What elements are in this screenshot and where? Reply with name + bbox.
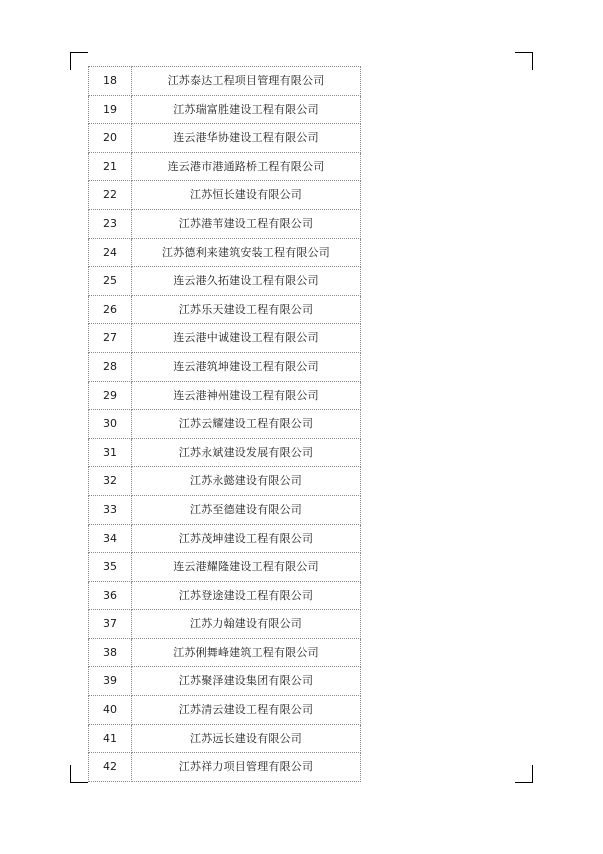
table-row (89, 124, 361, 153)
row-company-name: 连云港久拓建设工程有限公司 (132, 267, 361, 296)
row-company-name: 江苏德利来建筑安装工程有限公司 (132, 238, 361, 267)
crop-mark-top-right (515, 52, 533, 70)
row-company-name: 江苏茂坤建设工程有限公司 (132, 524, 361, 553)
row-company-name: 江苏港苇建设工程有限公司 (132, 209, 361, 238)
row-number: 28 (89, 352, 132, 381)
table-row (89, 638, 361, 667)
row-number: 32 (89, 467, 132, 496)
table-row (89, 467, 361, 496)
row-company-name: 连云港市港通路桥工程有限公司 (132, 152, 361, 181)
table-row (89, 724, 361, 753)
row-number: 34 (89, 524, 132, 553)
row-number: 18 (89, 67, 132, 96)
row-company-name: 江苏聚泽建设集团有限公司 (132, 667, 361, 696)
row-number: 26 (89, 295, 132, 324)
row-number: 40 (89, 696, 132, 725)
table-row (89, 495, 361, 524)
table-row (89, 295, 361, 324)
row-number: 24 (89, 238, 132, 267)
table-row (89, 324, 361, 353)
table-row (89, 152, 361, 181)
table-row (89, 381, 361, 410)
row-number: 20 (89, 124, 132, 153)
table-row (89, 696, 361, 725)
row-company-name: 江苏乐天建设工程有限公司 (132, 295, 361, 324)
row-number: 19 (89, 95, 132, 124)
row-number: 25 (89, 267, 132, 296)
company-list-table-wrapper (88, 66, 358, 782)
crop-mark-top-left (70, 52, 88, 70)
row-number: 41 (89, 724, 132, 753)
row-number: 22 (89, 181, 132, 210)
row-company-name: 江苏俐舞峰建筑工程有限公司 (132, 638, 361, 667)
row-company-name: 江苏力翰建设有限公司 (132, 610, 361, 639)
row-number: 38 (89, 638, 132, 667)
row-company-name: 连云港神州建设工程有限公司 (132, 381, 361, 410)
table-row (89, 524, 361, 553)
row-company-name: 江苏云耀建设工程有限公司 (132, 410, 361, 439)
table-row (89, 610, 361, 639)
crop-mark-bottom-left (70, 765, 88, 783)
row-company-name: 连云港华协建设工程有限公司 (132, 124, 361, 153)
crop-mark-bottom-right (515, 765, 533, 783)
row-number: 27 (89, 324, 132, 353)
company-list-table (88, 66, 361, 782)
row-number: 21 (89, 152, 132, 181)
table-row (89, 67, 361, 96)
table-body (89, 67, 361, 782)
row-number: 36 (89, 581, 132, 610)
row-company-name: 江苏恒长建设有限公司 (132, 181, 361, 210)
row-company-name: 江苏清云建设工程有限公司 (132, 696, 361, 725)
table-row (89, 267, 361, 296)
table-row (89, 181, 361, 210)
row-company-name: 江苏至德建设有限公司 (132, 495, 361, 524)
row-company-name: 连云港筑坤建设工程有限公司 (132, 352, 361, 381)
row-company-name: 连云港耀隆建设工程有限公司 (132, 553, 361, 582)
table-row (89, 581, 361, 610)
table-row (89, 410, 361, 439)
table-row (89, 438, 361, 467)
row-number: 31 (89, 438, 132, 467)
row-company-name: 江苏瑞富胜建设工程有限公司 (132, 95, 361, 124)
table-row (89, 667, 361, 696)
row-company-name: 江苏永懿建设有限公司 (132, 467, 361, 496)
row-number: 42 (89, 753, 132, 782)
row-company-name: 江苏远长建设有限公司 (132, 724, 361, 753)
row-number: 29 (89, 381, 132, 410)
table-row (89, 95, 361, 124)
row-company-name: 连云港中诚建设工程有限公司 (132, 324, 361, 353)
table-row (89, 238, 361, 267)
row-company-name: 江苏永斌建设发展有限公司 (132, 438, 361, 467)
row-company-name: 江苏登途建设工程有限公司 (132, 581, 361, 610)
row-number: 33 (89, 495, 132, 524)
row-number: 23 (89, 209, 132, 238)
table-row (89, 352, 361, 381)
row-company-name: 江苏祥力项目管理有限公司 (132, 753, 361, 782)
row-number: 35 (89, 553, 132, 582)
row-number: 37 (89, 610, 132, 639)
table-row (89, 209, 361, 238)
row-number: 39 (89, 667, 132, 696)
row-number: 30 (89, 410, 132, 439)
table-row (89, 553, 361, 582)
row-company-name: 江苏泰达工程项目管理有限公司 (132, 67, 361, 96)
table-row (89, 753, 361, 782)
